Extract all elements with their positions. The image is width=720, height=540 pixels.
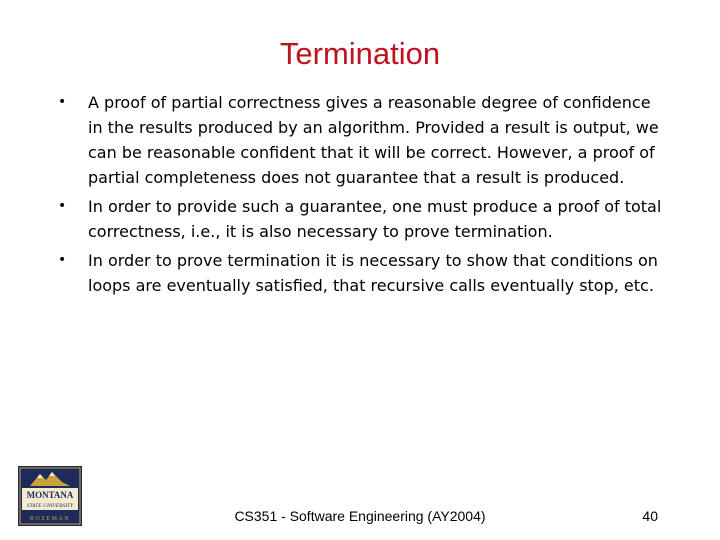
bullet-marker: • (58, 94, 67, 110)
bullet-marker: • (58, 252, 67, 268)
bullet-text: A proof of partial correctness gives a reasonable degree of confidence in the results produced by an algorithm. Provided a result is output, we can be reasonable confident that it will be correct. However, a proof of partial completeness does not guarantee that a result is produced. (88, 93, 659, 187)
logo-text-bozeman: BOZEMAN (29, 516, 71, 522)
logo-text-state-university: STATE UNIVERSITY (26, 503, 74, 509)
logo-text-montana: MONTANA (26, 490, 74, 500)
slide-title: Termination (279, 36, 441, 71)
montana-state-university-logo (18, 466, 82, 526)
bullet-item (56, 90, 666, 190)
bullet-item (56, 194, 666, 244)
bullet-list (56, 90, 666, 302)
page-number: 40 (642, 508, 658, 524)
bullet-marker: • (58, 198, 67, 214)
footer-course-title: CS351 - Software Engineering (AY2004) (234, 508, 486, 524)
bullet-text: In order to provide such a guarantee, one must produce a proof of total correctness, i.e., it is also necessary to prove termination. (88, 197, 662, 241)
bullet-item (56, 248, 666, 298)
bullet-text: In order to prove termination it is necessary to show that conditions on loops are eventually satisfied, that recursive calls eventually stop, etc. (88, 251, 658, 295)
